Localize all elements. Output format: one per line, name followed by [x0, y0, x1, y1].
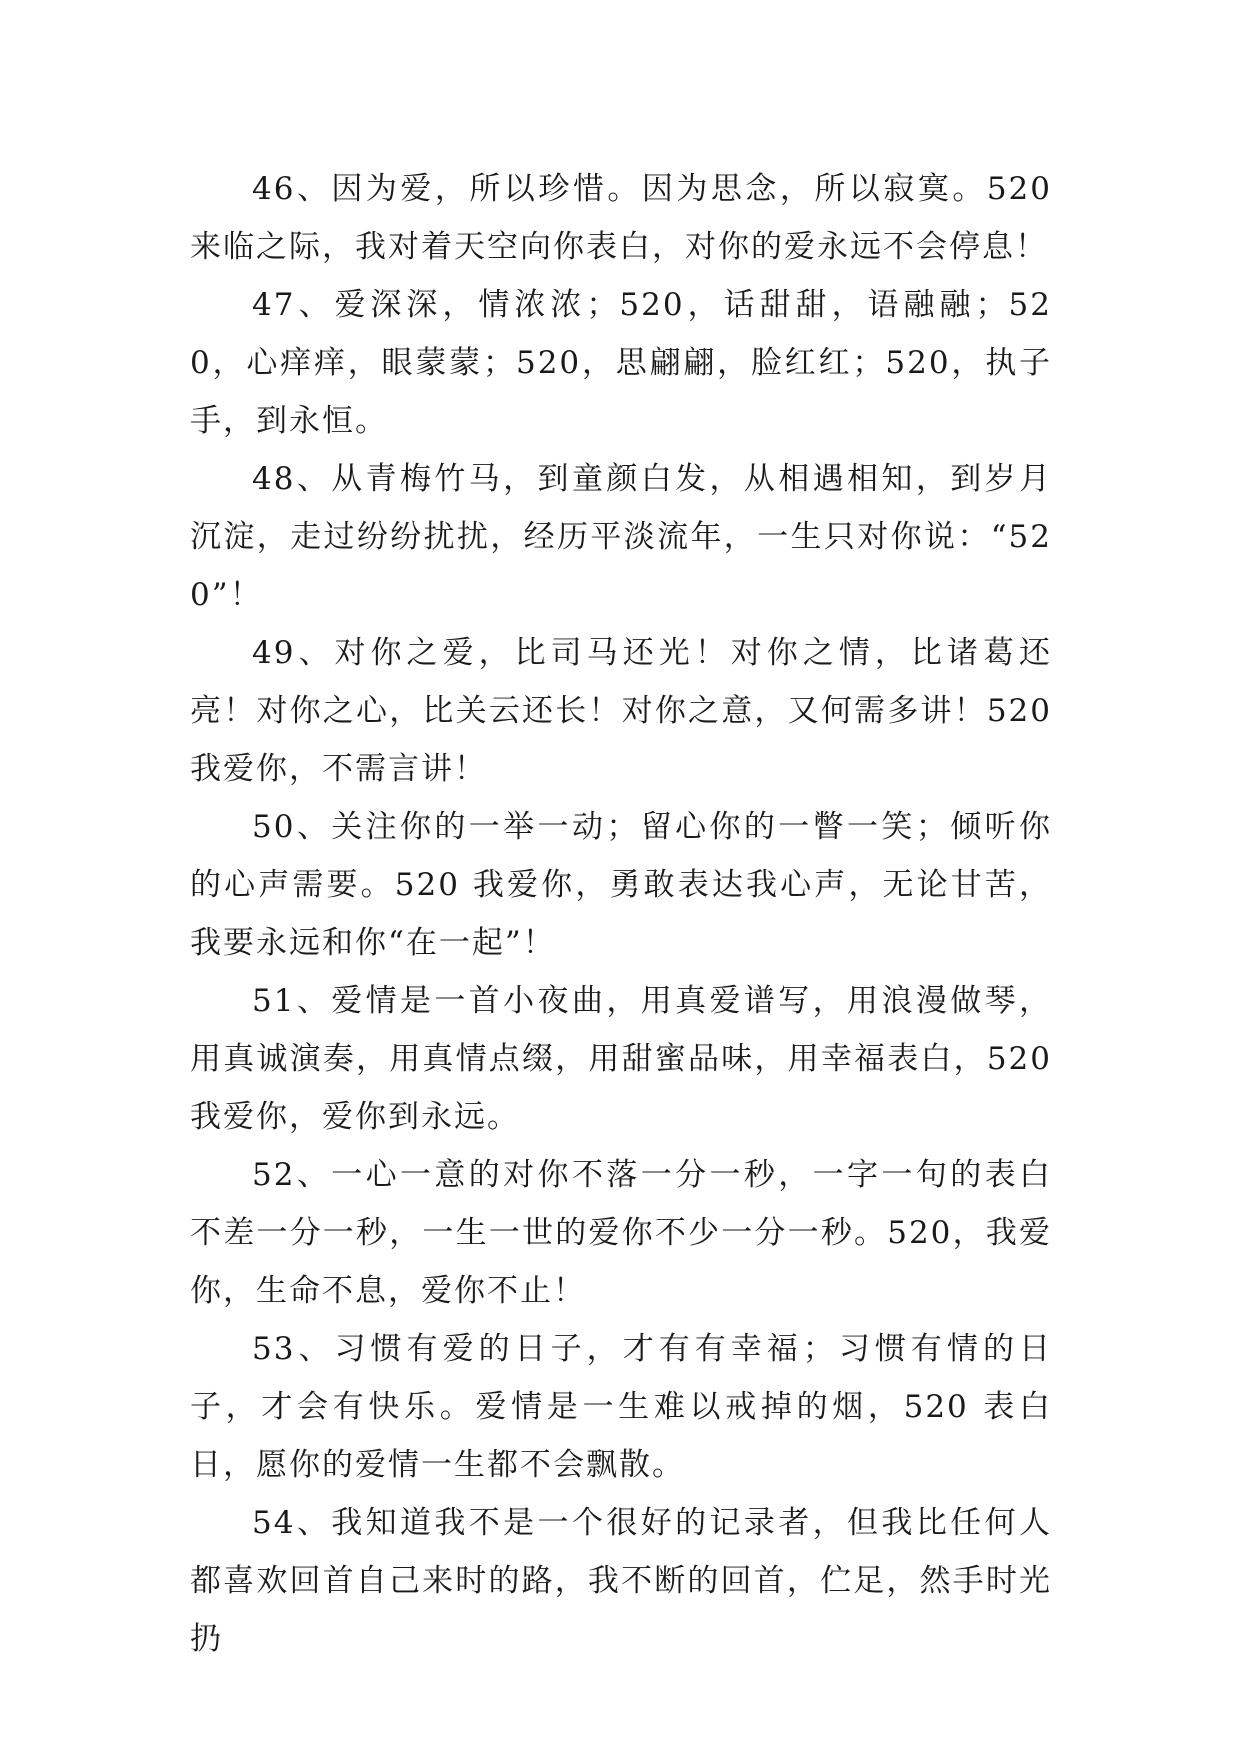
paragraph-52: 52、一心一意的对你不落一分一秒，一字一句的表白不差一分一秒，一生一世的爱你不少一分一秒。520，我爱你，生命不息，爱你不止！ — [190, 1157, 1052, 1309]
paragraph-50: 50、关注你的一举一动；留心你的一瞥一笑；倾听你的心声需要。520 我爱你，勇敢表达我心声，无论甘苦，我要永远和你“在一起”！ — [190, 809, 1052, 961]
paragraph-46: 46、因为爱，所以珍惜。因为思念，所以寂寞。520 来临之际，我对着天空向你表白，对你的爱永远不会停息！ — [190, 171, 1052, 265]
paragraph-47: 47、爱深深，情浓浓；520，话甜甜，语融融；520，心痒痒，眼蒙蒙；520，思翩翩，脸红红；520，执子手，到永恒。 — [190, 287, 1052, 439]
paragraph-54: 54、我知道我不是一个很好的记录者，但我比任何人都喜欢回首自己来时的路，我不断的回首，伫足，然手时光扔 — [190, 1505, 1052, 1657]
document-body — [190, 160, 1052, 1668]
paragraph-49: 49、对你之爱，比司马还光！对你之情，比诸葛还亮！对你之心，比关云还长！对你之意，又何需多讲！520 我爱你，不需言讲！ — [190, 635, 1052, 787]
paragraph-48: 48、从青梅竹马，到童颜白发，从相遇相知，到岁月沉淀，走过纷纷扰扰，经历平淡流年，一生只对你说：“520”！ — [190, 461, 1052, 613]
paragraph-51: 51、爱情是一首小夜曲，用真爱谱写，用浪漫做琴，用真诚演奏，用真情点缀，用甜蜜品味，用幸福表白，520 我爱你，爱你到永远。 — [190, 983, 1052, 1135]
paragraph-53: 53、习惯有爱的日子，才有有幸福；习惯有情的日子，才会有快乐。爱情是一生难以戒掉的烟，520 表白日，愿你的爱情一生都不会飘散。 — [190, 1331, 1052, 1483]
